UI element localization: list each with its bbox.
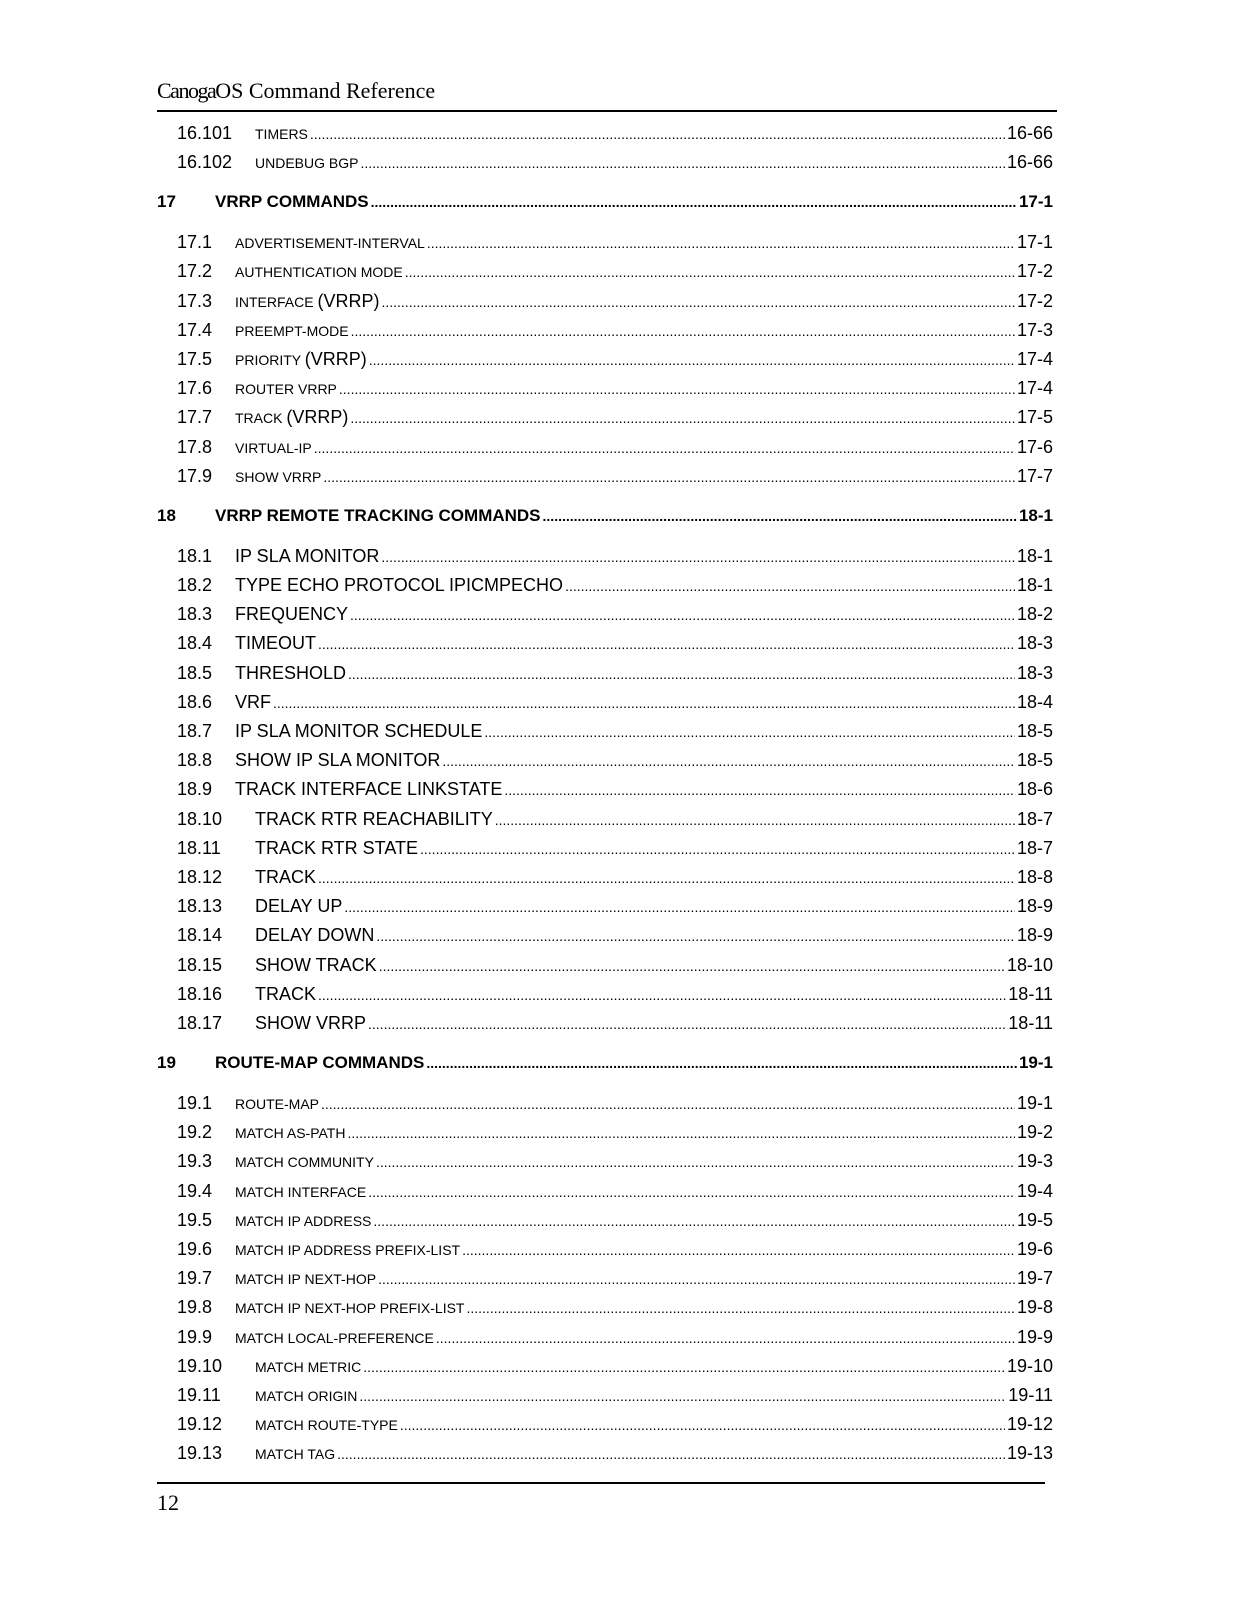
toc-chapter-row[interactable]	[157, 506, 1053, 530]
toc-entry-title-wrap	[235, 1125, 345, 1141]
toc-entry-title: IP SLA MONITOR SCHEDULE	[235, 721, 483, 741]
toc-dot-leader	[381, 294, 1015, 310]
toc-entry-page: 17-4	[1016, 378, 1053, 399]
toc-entry-title-wrap	[255, 896, 342, 917]
toc-entry-page: 17-6	[1016, 436, 1053, 457]
toc-dot-leader	[379, 958, 1005, 974]
toc-entry-row[interactable]	[157, 349, 1053, 373]
toc-entry-title-wrap	[235, 546, 379, 567]
toc-entry-title: MATCH INTERFACE	[235, 1183, 367, 1200]
toc-dot-leader	[436, 1330, 1015, 1346]
toc-entry-title: UNDEBUG BGP	[255, 155, 359, 172]
toc-entry-page: 18-3	[1016, 633, 1053, 654]
toc-entry-page: 18-11	[1008, 1013, 1053, 1033]
toc-entry-title-wrap	[215, 192, 369, 212]
toc-entry-title: FREQUENCY	[235, 604, 349, 625]
toc-dot-leader	[350, 410, 1015, 426]
toc-entry-row[interactable]	[157, 633, 1053, 657]
toc-dot-leader	[360, 155, 1004, 171]
toc-entry-title-suffix: (VRRP)	[304, 349, 367, 369]
toc-entry-row[interactable]	[157, 663, 1053, 687]
toc-entry-title-wrap	[235, 1213, 371, 1229]
toc-entry-page: 18-4	[1016, 691, 1053, 712]
toc-dot-leader	[368, 1016, 1006, 1032]
toc-entry-title-wrap	[235, 235, 425, 251]
toc-entry-page: 17-1	[1016, 232, 1053, 253]
toc-entry-number: 18.3	[177, 604, 213, 625]
toc-entry-number: 17.9	[177, 465, 213, 486]
toc-entry-title: SHOW TRACK	[255, 954, 377, 975]
toc-chapter-row[interactable]	[157, 192, 1053, 216]
toc-entry-row[interactable]	[157, 407, 1053, 431]
toc-entry-title-wrap	[215, 506, 541, 526]
toc-entry-title: TRACK	[255, 867, 317, 887]
toc-entry-number: 19	[157, 1053, 176, 1072]
toc-entry-title: MATCH AS-PATH	[235, 1125, 346, 1142]
toc-entry-row[interactable]	[157, 320, 1053, 344]
toc-entry-row[interactable]	[157, 604, 1053, 628]
header-title: OS Command Reference	[215, 78, 436, 103]
toc-entry-title: VRRP REMOTE TRACKING COMMANDS	[215, 505, 541, 525]
toc-dot-leader	[314, 440, 1015, 456]
toc-entry-number: 19.1	[177, 1093, 213, 1113]
toc-entry-row[interactable]	[157, 152, 1053, 176]
toc-entry-row[interactable]	[157, 721, 1053, 745]
toc-entry-row[interactable]	[157, 575, 1053, 599]
toc-entry-page: 18-5	[1016, 721, 1053, 741]
toc-dot-leader	[466, 1300, 1014, 1316]
toc-entry-page: 17-7	[1016, 465, 1053, 486]
toc-entry-row[interactable]	[157, 1356, 1053, 1380]
toc-entry-row[interactable]	[157, 261, 1053, 285]
toc-entry-row[interactable]	[157, 925, 1053, 949]
toc-entry-number: 17.1	[177, 232, 213, 253]
toc-entry-title: ROUTER VRRP	[235, 381, 337, 398]
toc-entry-title-wrap	[235, 381, 337, 397]
toc-dot-leader	[339, 381, 1015, 397]
toc-dot-leader	[371, 194, 1017, 210]
toc-entry-row[interactable]	[157, 1151, 1053, 1175]
toc-dot-leader	[504, 782, 1015, 798]
toc-entry-number: 19.9	[177, 1326, 213, 1347]
toc-entry-page: 19-1	[1018, 1053, 1053, 1072]
toc-entry-page: 19-7	[1016, 1268, 1053, 1289]
toc-dot-leader	[381, 549, 1015, 565]
toc-dot-leader	[378, 1271, 1015, 1287]
toc-dot-leader	[337, 1446, 1005, 1462]
toc-entry-row[interactable]	[157, 232, 1053, 256]
toc-entry-row[interactable]	[157, 1013, 1053, 1037]
toc-entry-title: MATCH IP ADDRESS	[235, 1212, 372, 1229]
toc-entry-page: 19-9	[1016, 1326, 1053, 1347]
toc-dot-leader	[368, 1184, 1015, 1200]
toc-dot-leader	[363, 1359, 1005, 1375]
toc-entry-number: 17.8	[177, 436, 213, 457]
toc-entry-title-wrap	[235, 291, 379, 312]
toc-entry-number: 17.7	[177, 407, 213, 428]
toc-entry-page: 18-6	[1016, 779, 1053, 800]
toc-entry-page: 19-13	[1006, 1443, 1053, 1464]
toc-dot-leader	[347, 1125, 1015, 1141]
toc-entry-title-wrap	[235, 407, 348, 428]
toc-entry-page: 19-11	[1008, 1385, 1053, 1405]
toc-entry-title: MATCH IP ADDRESS PREFIX-LIST	[235, 1242, 461, 1258]
toc-dot-leader	[376, 1154, 1015, 1170]
toc-entry-title-wrap	[235, 349, 367, 370]
toc-entry-row[interactable]	[157, 291, 1053, 315]
toc-entry-number: 19.10	[177, 1355, 223, 1376]
toc-entry-row[interactable]	[157, 1210, 1053, 1234]
toc-entry-title: ROUTE-MAP	[235, 1096, 319, 1112]
toc-entry-title: DELAY DOWN	[255, 925, 375, 946]
toc-entry-page: 18-3	[1016, 662, 1053, 683]
toc-entry-number: 16.101	[177, 123, 233, 143]
toc-entry-title: THRESHOLD	[235, 662, 347, 683]
toc-entry-page: 19-3	[1016, 1151, 1053, 1172]
toc-entry-title-wrap	[235, 692, 271, 713]
toc-dot-leader	[373, 1213, 1015, 1229]
toc-entry-title: TIMEOUT	[235, 633, 316, 654]
toc-dot-leader	[462, 1242, 1015, 1258]
toc-dot-leader	[426, 1055, 1017, 1071]
toc-entry-row[interactable]	[157, 546, 1053, 570]
toc-entry-row[interactable]	[157, 378, 1053, 402]
toc-entry-title-wrap	[235, 1184, 366, 1200]
toc-dot-leader	[565, 578, 1015, 594]
toc-entry-row[interactable]	[157, 1093, 1053, 1117]
toc-entry-title-wrap	[235, 1154, 374, 1170]
toc-entry-title: ADVERTISEMENT-INTERVAL	[235, 235, 425, 252]
toc-entry-title-wrap	[235, 1300, 464, 1316]
toc-entry-row[interactable]	[157, 1181, 1053, 1205]
toc-dot-leader	[359, 1388, 1006, 1404]
toc-entry-title: MATCH ROUTE-TYPE	[255, 1417, 398, 1434]
toc-entry-row[interactable]	[157, 1443, 1053, 1467]
toc-entry-title-wrap	[235, 1242, 460, 1258]
footer-rule	[157, 1482, 1045, 1484]
toc-entry-title: MATCH METRIC	[255, 1358, 362, 1375]
toc-entry-number: 18.1	[177, 545, 213, 566]
toc-entry-title-wrap	[235, 323, 349, 339]
toc-entry-number: 18.17	[177, 1013, 223, 1033]
toc-entry-number: 16.102	[177, 152, 233, 173]
toc-entry-number: 18.7	[177, 721, 213, 741]
toc-entry-title-wrap	[235, 604, 348, 625]
toc-entry-page: 19-10	[1006, 1355, 1053, 1376]
toc-entry-title-wrap	[215, 1053, 424, 1073]
toc-dot-leader	[405, 264, 1015, 280]
toc-dot-leader	[318, 987, 1006, 1003]
toc-entry-title-wrap	[235, 750, 440, 771]
toc-entry-title-suffix: (VRRP)	[317, 290, 380, 311]
toc-entry-title: MATCH ORIGIN	[255, 1388, 358, 1404]
toc-entry-number: 18.8	[177, 750, 213, 771]
toc-entry-title: ROUTE-MAP COMMANDS	[215, 1053, 425, 1072]
toc-dot-leader	[350, 607, 1015, 623]
toc-entry-title: PRIORITY	[235, 352, 301, 368]
toc-entry-title-wrap	[235, 1330, 434, 1346]
toc-entry-title: PREEMPT-MODE	[235, 322, 349, 339]
toc-entry-title: MATCH TAG	[255, 1446, 336, 1463]
toc-entry-number: 19.4	[177, 1180, 213, 1201]
toc-entry-page: 16-66	[1006, 123, 1053, 143]
toc-dot-leader	[273, 695, 1015, 711]
toc-entry-row[interactable]	[157, 809, 1053, 833]
toc-entry-title-wrap	[235, 264, 403, 280]
toc-entry-number: 18	[157, 505, 176, 525]
toc-entry-page: 17-1	[1018, 192, 1053, 212]
toc-entry-row[interactable]	[157, 1385, 1053, 1409]
toc-entry-title: TRACK	[235, 410, 283, 427]
toc-dot-leader	[321, 1096, 1015, 1112]
toc-entry-page: 19-1	[1016, 1093, 1053, 1113]
toc-entry-page: 18-7	[1016, 808, 1053, 829]
toc-entry-page: 18-5	[1016, 750, 1053, 771]
toc-entry-title: VRF	[235, 691, 271, 712]
header-brand: Canoga	[157, 78, 216, 103]
toc-entry-row[interactable]	[157, 779, 1053, 803]
toc-entry-title-wrap	[255, 1446, 335, 1462]
toc-entry-title: SHOW VRRP	[235, 468, 322, 485]
toc-dot-leader	[400, 1417, 1005, 1433]
toc-entry-page: 17-2	[1016, 290, 1053, 311]
toc-entry-title-wrap	[255, 955, 377, 976]
toc-entry-number: 19.8	[177, 1297, 213, 1318]
page-header	[157, 78, 1057, 112]
toc-entry-page: 18-8	[1016, 867, 1053, 887]
toc-entry-title: VRRP COMMANDS	[215, 192, 369, 212]
toc-entry-page: 19-12	[1006, 1414, 1053, 1435]
toc-dot-leader	[318, 636, 1015, 652]
toc-entry-title-wrap	[235, 1096, 319, 1112]
toc-entry-number: 18.10	[177, 808, 223, 829]
toc-entry-row[interactable]	[157, 466, 1053, 490]
toc-entry-title-wrap	[235, 469, 321, 485]
toc-entry-title: VIRTUAL-IP	[235, 439, 312, 456]
toc-entry-number: 18.4	[177, 633, 213, 654]
toc-entry-title-wrap	[255, 1417, 398, 1433]
toc-entry-row[interactable]	[157, 437, 1053, 461]
toc-dot-leader	[376, 928, 1015, 944]
toc-dot-leader	[344, 899, 1015, 915]
toc-entry-title: TRACK RTR REACHABILITY	[255, 808, 493, 829]
toc-entry-number: 18.5	[177, 662, 213, 683]
toc-entry-title: MATCH LOCAL-PREFERENCE	[235, 1329, 434, 1346]
toc-entry-title-wrap	[255, 1359, 361, 1375]
toc-entry-title-wrap	[255, 925, 374, 946]
toc-entry-page: 17-4	[1016, 349, 1053, 369]
toc-entry-number: 17.3	[177, 290, 213, 311]
toc-entry-title-wrap	[235, 1271, 376, 1287]
toc-entry-page: 16-66	[1006, 152, 1053, 173]
toc-entry-title-wrap	[235, 663, 346, 684]
toc-entry-row[interactable]	[157, 750, 1053, 774]
toc-entry-page: 18-11	[1008, 983, 1053, 1004]
toc-entry-title-wrap	[235, 779, 502, 800]
toc-entry-page: 18-9	[1016, 925, 1053, 946]
toc-entry-title-wrap	[255, 984, 316, 1005]
toc-entry-title-wrap	[255, 1388, 357, 1404]
toc-entry-title-suffix: (VRRP)	[286, 407, 349, 428]
toc-dot-leader	[495, 812, 1015, 828]
toc-entry-number: 18.13	[177, 896, 223, 917]
toc-entry-title: MATCH IP NEXT-HOP	[235, 1271, 377, 1288]
toc-entry-number: 18.6	[177, 691, 213, 712]
toc-dot-leader	[420, 841, 1015, 857]
toc-dot-leader	[484, 724, 1015, 740]
toc-entry-title: MATCH COMMUNITY	[235, 1154, 374, 1171]
toc-entry-page: 18-10	[1006, 954, 1053, 975]
toc-dot-leader	[369, 352, 1015, 368]
toc-entry-title: SHOW VRRP	[255, 1013, 367, 1033]
toc-entry-page: 19-8	[1016, 1297, 1053, 1318]
toc-dot-leader	[323, 469, 1015, 485]
toc-entry-title-wrap	[235, 633, 316, 654]
toc-entry-row[interactable]	[157, 984, 1053, 1008]
toc-entry-number: 17.2	[177, 261, 213, 282]
page-number: 12	[157, 1490, 179, 1515]
toc-entry-page: 18-1	[1016, 545, 1053, 566]
toc-entry-row[interactable]	[157, 123, 1053, 147]
toc-entry-row[interactable]	[157, 867, 1053, 891]
toc-entry-row[interactable]	[157, 1122, 1053, 1146]
toc-entry-title: TYPE ECHO PROTOCOL IPICMPECHO	[235, 575, 564, 595]
toc-entry-title-wrap	[255, 867, 316, 888]
toc-entry-title: SHOW IP SLA MONITOR	[235, 750, 441, 771]
toc-entry-number: 19.2	[177, 1122, 213, 1143]
toc-entry-title-wrap	[255, 809, 493, 830]
toc-chapter-row[interactable]	[157, 1053, 1053, 1077]
toc-entry-title-wrap	[255, 126, 308, 142]
toc-entry-page: 18-1	[1018, 505, 1053, 525]
toc-entry-title-wrap	[235, 575, 563, 596]
toc-entry-row[interactable]	[157, 1268, 1053, 1292]
toc-entry-row[interactable]	[157, 838, 1053, 862]
toc-entry-title: TRACK RTR STATE	[255, 837, 419, 858]
toc-entry-number: 19.12	[177, 1414, 223, 1435]
toc-entry-number: 18.11	[177, 837, 221, 858]
toc-entry-page: 19-6	[1016, 1239, 1053, 1259]
toc-entry-title-wrap	[255, 838, 418, 859]
toc-entry-page: 17-3	[1016, 319, 1053, 340]
toc-entry-title: TRACK INTERFACE LINKSTATE	[235, 779, 503, 800]
toc-dot-leader	[318, 870, 1015, 886]
toc-entry-number: 18.14	[177, 925, 223, 946]
toc-entry-row[interactable]	[157, 1414, 1053, 1438]
toc-entry-number: 17	[157, 192, 176, 212]
toc-entry-title-wrap	[235, 721, 482, 742]
toc-entry-title: TIMERS	[255, 126, 308, 142]
toc-entry-number: 17.6	[177, 378, 213, 399]
toc-entry-title: INTERFACE	[235, 293, 314, 310]
toc-entry-number: 17.4	[177, 319, 213, 340]
toc-entry-page: 18-2	[1016, 604, 1053, 625]
toc-entry-page: 19-5	[1016, 1209, 1053, 1230]
toc-entry-number: 19.3	[177, 1151, 213, 1172]
toc-entry-page: 18-1	[1016, 575, 1053, 595]
toc-entry-page: 19-2	[1016, 1122, 1053, 1143]
toc-entry-row[interactable]	[157, 1239, 1053, 1263]
toc-entry-number: 18.15	[177, 954, 223, 975]
toc-entry-row[interactable]	[157, 1327, 1053, 1351]
toc-entry-row[interactable]	[157, 1297, 1053, 1321]
toc-entry-title-wrap	[255, 155, 358, 171]
toc-entry-number: 18.12	[177, 867, 223, 887]
toc-entry-title-wrap	[255, 1013, 366, 1034]
toc-entry-page: 18-9	[1016, 896, 1053, 917]
toc-dot-leader	[427, 235, 1015, 251]
toc-entry-title: TRACK	[255, 983, 317, 1004]
toc-entry-title: MATCH IP NEXT-HOP PREFIX-LIST	[235, 1300, 465, 1317]
toc-entry-page: 17-5	[1016, 407, 1053, 428]
toc-entry-row[interactable]	[157, 896, 1053, 920]
toc-entry-row[interactable]	[157, 692, 1053, 716]
toc-entry-number: 18.16	[177, 983, 223, 1004]
toc-entry-number: 18.9	[177, 779, 213, 800]
toc-entry-title: IP SLA MONITOR	[235, 545, 380, 566]
toc-entry-number: 19.7	[177, 1268, 213, 1289]
toc-entry-number: 19.13	[177, 1443, 223, 1464]
toc-entry-title: DELAY UP	[255, 896, 343, 917]
toc-entry-title: AUTHENTICATION MODE	[235, 264, 403, 281]
toc-entry-page: 18-7	[1016, 837, 1053, 858]
toc-entry-page: 17-2	[1016, 261, 1053, 282]
toc-dot-leader	[543, 508, 1017, 524]
toc-entry-number: 19.5	[177, 1209, 213, 1230]
toc-entry-title-wrap	[235, 440, 312, 456]
toc-entry-number: 19.6	[177, 1239, 213, 1259]
toc-entry-number: 19.11	[177, 1385, 221, 1405]
toc-dot-leader	[310, 126, 1005, 142]
toc-entry-number: 17.5	[177, 349, 213, 369]
toc-entry-number: 18.2	[177, 575, 213, 595]
toc-entry-row[interactable]	[157, 955, 1053, 979]
toc-entry-page: 19-4	[1016, 1180, 1053, 1201]
toc-dot-leader	[442, 753, 1015, 769]
toc-dot-leader	[351, 323, 1015, 339]
toc-dot-leader	[348, 666, 1015, 682]
